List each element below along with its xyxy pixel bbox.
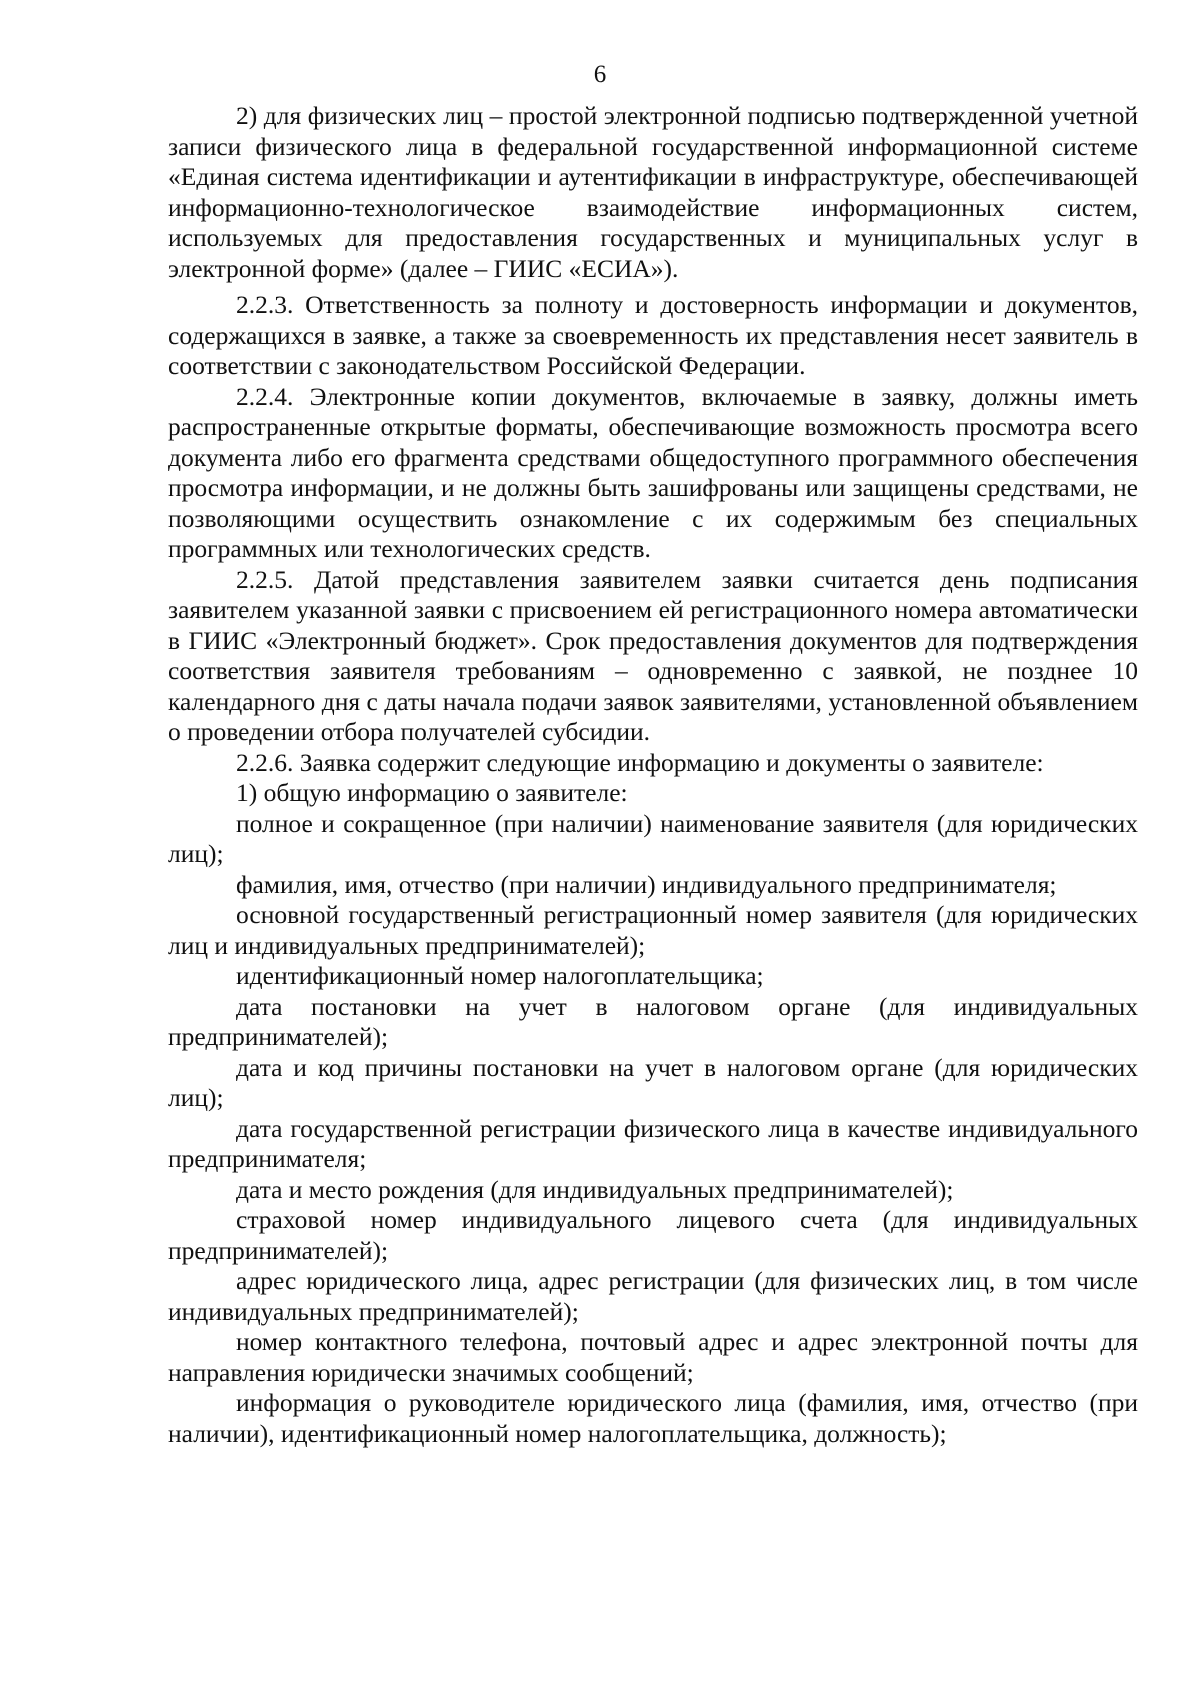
list-item-head-info: информация о руководителе юридического лица (фамилия, имя, отчество (при наличии), идентификационный номер налогоплательщика, должность); — [168, 1388, 1138, 1448]
list-item-full-name: полное и сокращенное (при наличии) наименование заявителя (для юридических лиц); — [168, 808, 1138, 868]
list-item-ogrn: основной государственный регистрационный номер заявителя (для юридических лиц и индивидуальных предпринимателей); — [168, 900, 1138, 960]
paragraph-2-2-6: 2.2.6. Заявка содержит следующие информацию и документы о заявителе: — [236, 747, 1044, 777]
list-item-address: адрес юридического лица, адрес регистрации (для физических лиц, в том числе индивидуальных предпринимателей); — [168, 1266, 1138, 1326]
list-item-inn: идентификационный номер налогоплательщика; — [236, 961, 764, 990]
paragraph-2-2-4: 2.2.4. Электронные копии документов, включаемые в заявку, должны иметь распространенные открытые форматы, обеспечивающие возможность просмотра всего документа либо его фрагмента средствами общедоступного программного обеспечения просмотра информации, и не должны быть зашифрованы или защищены средствами, не позволяющими осуществить ознакомление с их содержимым без специальных программных или технологических средств. — [168, 381, 1138, 563]
list-item-tax-registration-date: дата постановки на учет в налоговом органе (для индивидуальных предпринимателей); — [168, 991, 1138, 1051]
document-body — [168, 101, 1138, 1449]
list-item-contacts: номер контактного телефона, почтовый адрес и адрес электронной почты для направления юридически значимых сообщений; — [168, 1327, 1138, 1387]
list-item-entrepreneur-name: фамилия, имя, отчество (при наличии) индивидуального предпринимателя; — [236, 869, 1057, 899]
list-item-kpp: дата и код причины постановки на учет в налоговом органе (для юридических лиц); — [168, 1052, 1138, 1112]
list-item-birth-date-place: дата и место рождения (для индивидуальных предпринимателей); — [236, 1174, 954, 1204]
list-item-state-registration-date: дата государственной регистрации физического лица в качестве индивидуального предпринимателя; — [168, 1113, 1138, 1173]
paragraph-2-2-5: 2.2.5. Датой представления заявителем заявки считается день подписания заявителем указанной заявки с присвоением ей регистрационного номера автоматически в ГИИС «Электронный бюджет». Срок предоставления документов для подтверждения соответствия заявителя требованиям – одновременно с заявкой, не позднее 10 календарного дня с даты начала подачи заявок заявителями, установленной объявлением о проведении отбора получателей субсидии. — [168, 564, 1138, 746]
paragraph-2-2-3: 2.2.3. Ответственность за полноту и достоверность информации и документов, содержащихся в заявке, а также за своевременность их представления несет заявитель в соответствии с законодательством Российской Федерации. — [168, 290, 1138, 380]
list-item-snils: страховой номер индивидуального лицевого счета (для индивидуальных предпринимателей); — [168, 1205, 1138, 1265]
list-item-general-info: 1) общую информацию о заявителе: — [236, 778, 628, 807]
paragraph-esia-signature: 2) для физических лиц – простой электронной подписью подтвержденной учетной записи физического лица в федеральной государственной информационной системе «Единая система идентификации и аутентификации в инфраструктуре, обеспечивающей информационно-технологическое взаимодействие информационных систем, используемых для предоставления государственных и муниципальных услуг в электронной форме» (далее – ГИИС «ЕСИА»). — [168, 101, 1138, 283]
page-number: 6 — [593, 61, 607, 88]
